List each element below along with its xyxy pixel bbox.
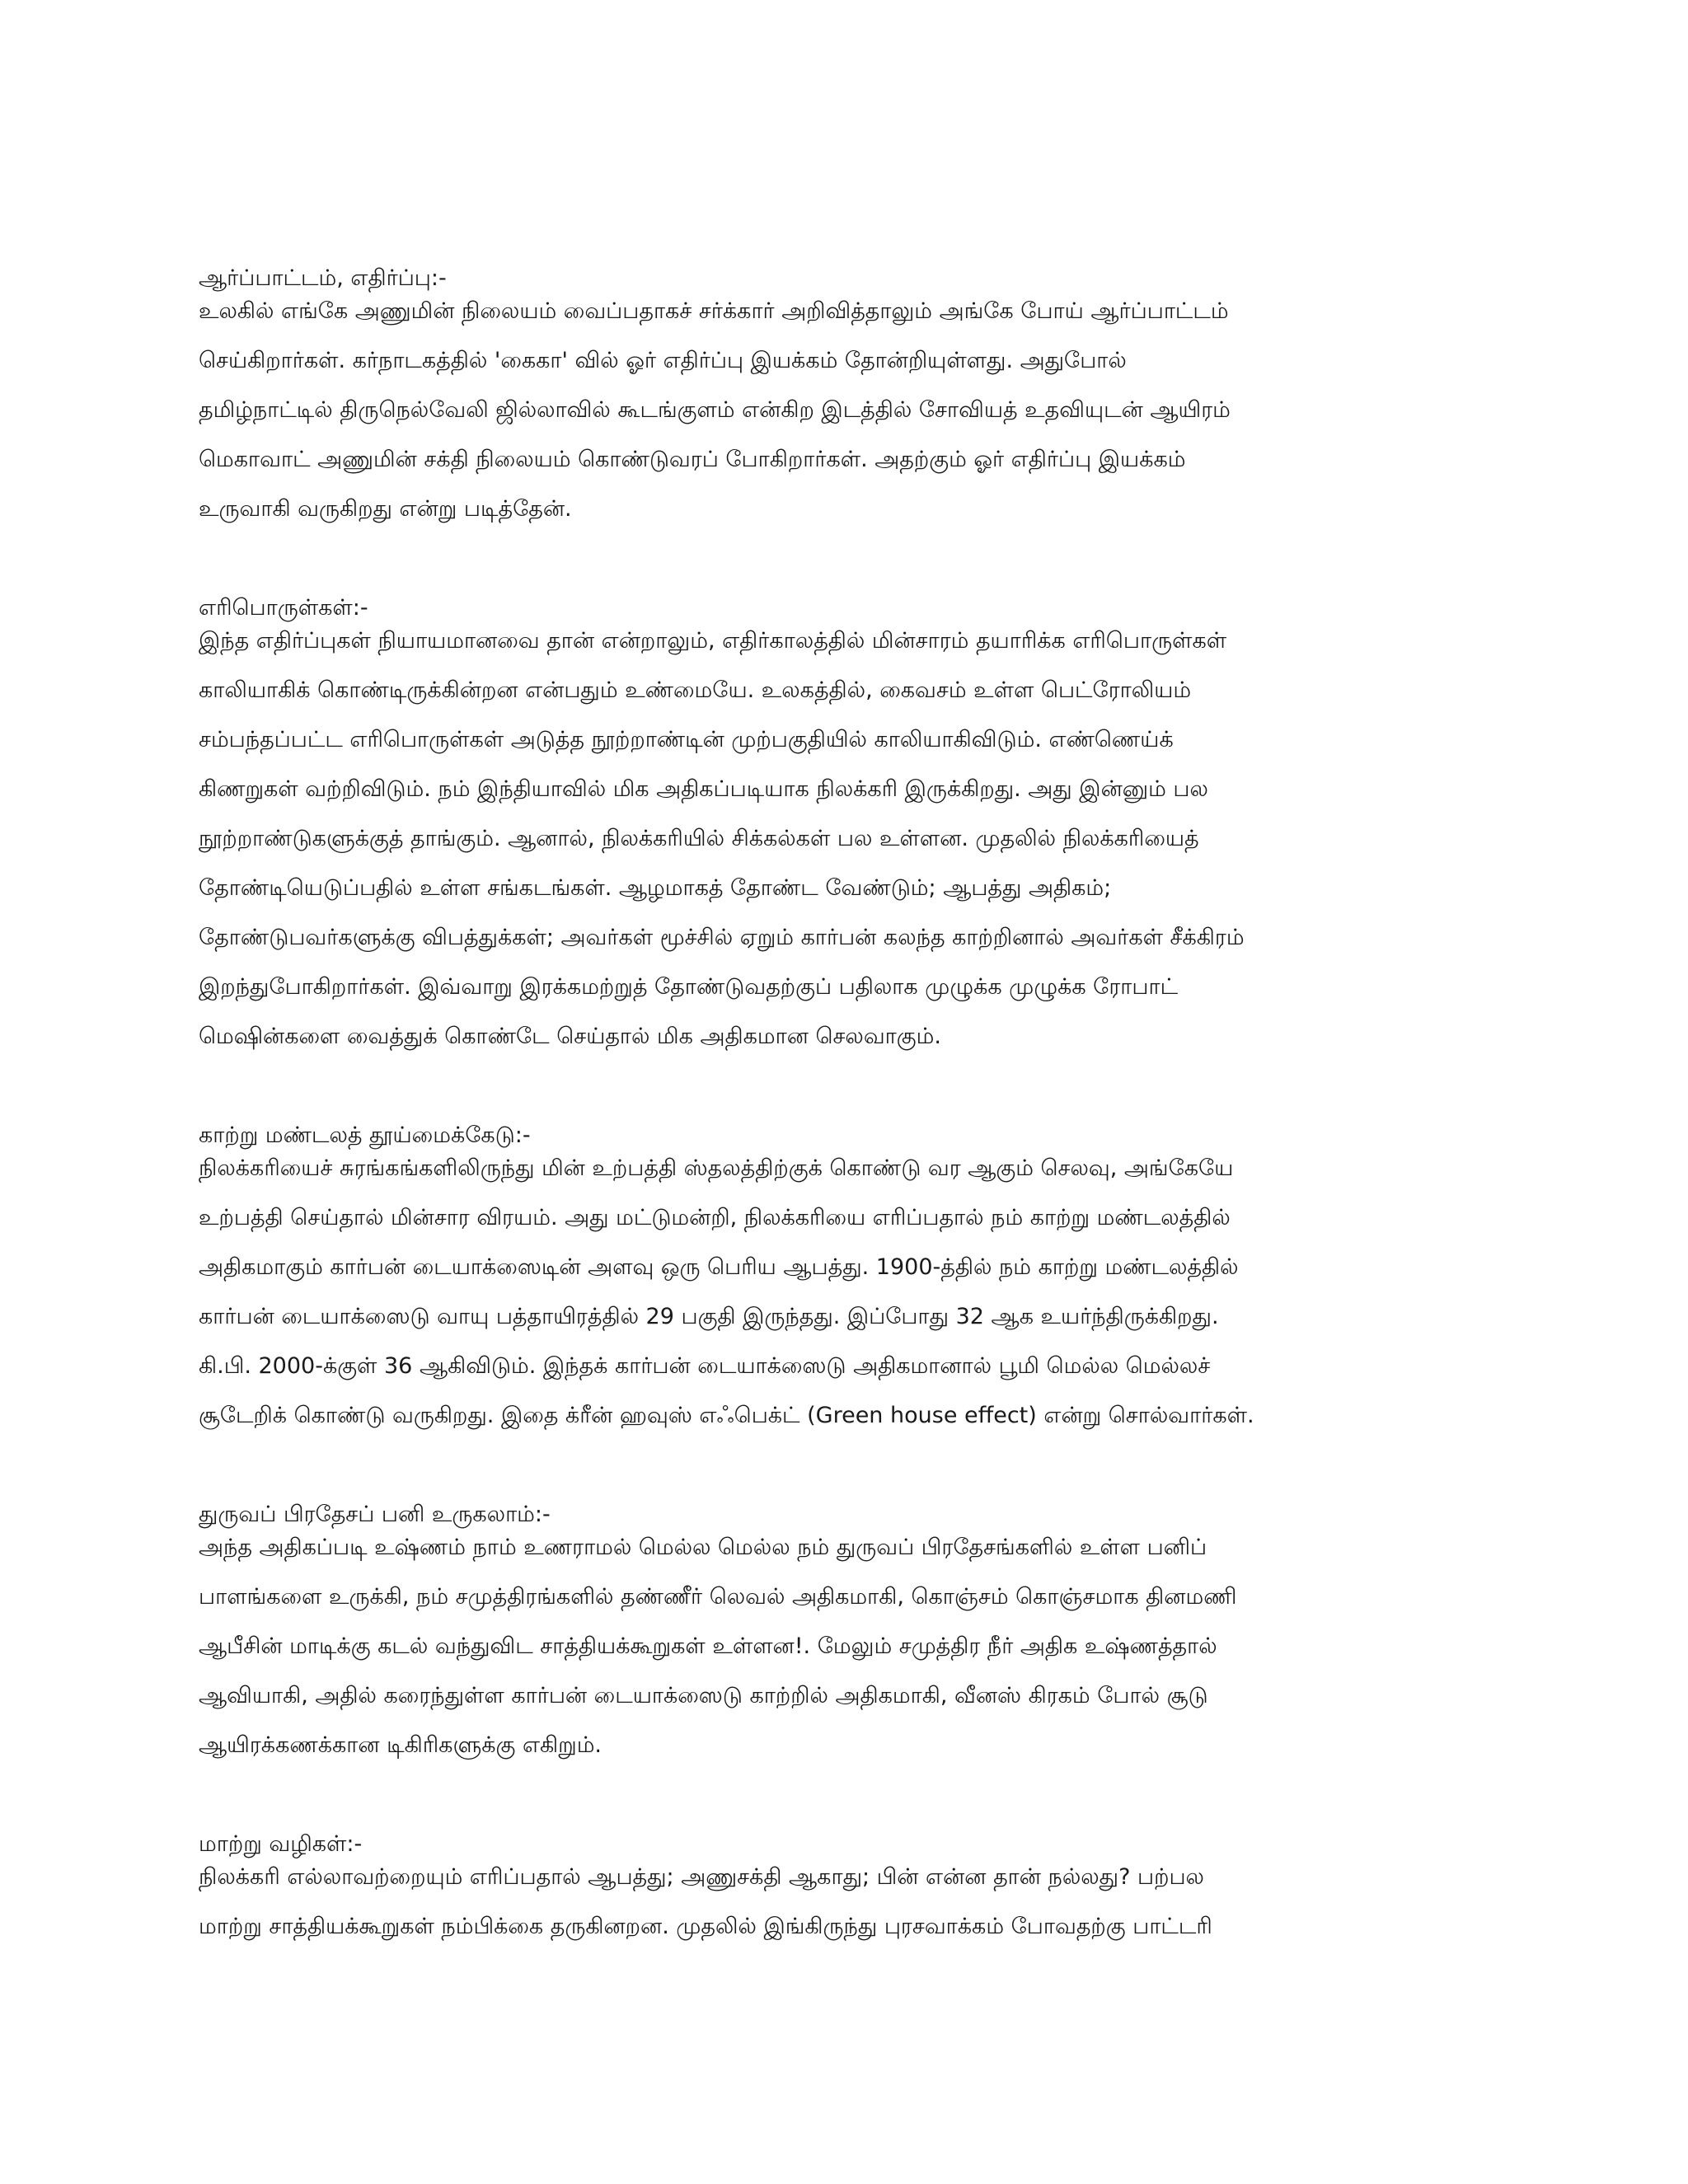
paragraph-line: கார்பன் டையாக்ஸைடு வாயு பத்தாயிரத்தில் 29 பகுதி இருந்தது. இப்போது 32 ஆக உயர்ந்திருக்கிறது. bbox=[199, 1304, 1219, 1329]
paragraph-line: தோண்டுபவர்களுக்கு விபத்துக்கள்; அவர்கள் மூச்சில் ஏறும் கார்பன் கலந்த காற்றினால் அவர்கள் சீக்கிரம் bbox=[199, 925, 1245, 950]
paragraph-line: சூடேறிக் கொண்டு வருகிறது. இதை க்ரீன் ஹவுஸ் எஃபெக்ட் (Green house effect) என்று சொல்வார்கள். bbox=[199, 1403, 1254, 1428]
paragraph-line: செய்கிறார்கள். கர்நாடகத்தில் 'கைகா' வில் ஓர் எதிர்ப்பு இயக்கம் தோன்றியுள்ளது. அதுபோல் bbox=[199, 348, 1127, 373]
paragraph-line: நிலக்கரியைச் சுரங்கங்களிலிருந்து மின் உற்பத்தி ஸ்தலத்திற்குக் கொண்டு வர ஆகும் செலவு, அங்கேயே bbox=[199, 1155, 1234, 1181]
paragraph-line: அந்த அதிகப்படி உஷ்ணம் நாம் உணராமல் மெல்ல மெல்ல நம் துருவப் பிரதேசங்களில் உள்ள பனிப் bbox=[199, 1535, 1207, 1560]
document-body bbox=[199, 254, 1501, 2001]
paragraph-line: உற்பத்தி செய்தால் மின்சார விரயம். அது மட்டுமன்றி, நிலக்கரியை எரிப்பதால் நம் காற்று மண்டலத்தில் bbox=[199, 1205, 1231, 1230]
paragraph-line: நூற்றாண்டுகளுக்குத் தாங்கும். ஆனால், நிலக்கரியில் சிக்கல்கள் பல உள்ளன. முதலில் நிலக்கரியைத் bbox=[199, 826, 1199, 851]
section-heading: எரிபொருள்கள்:- bbox=[199, 595, 368, 621]
paragraph-line: அதிகமாகும் கார்பன் டையாக்ஸைடின் அளவு ஒரு பெரிய ஆபத்து. 1900-த்தில் நம் காற்று மண்டலத்தில் bbox=[199, 1254, 1239, 1280]
paragraph-line: கி.பி. 2000-க்குள் 36 ஆகிவிடும். இந்தக் கார்பன் டையாக்ஸைடு அதிகமானால் பூமி மெல்ல மெல்லச் bbox=[199, 1353, 1211, 1379]
paragraph-line: உருவாகி வருகிறது என்று படித்தேன். bbox=[199, 496, 572, 522]
paragraph-line: காலியாகிக் கொண்டிருக்கின்றன என்பதும் உண்மையே. உலகத்தில், கைவசம் உள்ள பெட்ரோலியம் bbox=[199, 677, 1192, 703]
section-heading: மாற்று வழிகள்:- bbox=[199, 1831, 363, 1857]
paragraph-line: நிலக்கரி எல்லாவற்றையும் எரிப்பதால் ஆபத்து; அணுசக்தி ஆகாது; பின் என்ன தான் நல்லது? பற்பல bbox=[199, 1864, 1204, 1890]
paragraph-line: சம்பந்தப்பட்ட எரிபொருள்கள் அடுத்த நூற்றாண்டின் முற்பகுதியில் காலியாகிவிடும். எண்ணெய்க் bbox=[199, 727, 1174, 752]
paragraph-line: ஆயிரக்கணக்கான டிகிரிகளுக்கு எகிறும். bbox=[199, 1732, 603, 1758]
section-heading: காற்று மண்டலத் தூய்மைக்கேடு:- bbox=[199, 1122, 531, 1148]
section-heading: ஆர்ப்பாட்டம், எதிர்ப்பு:- bbox=[199, 265, 447, 291]
section-alternatives bbox=[199, 1820, 1501, 1952]
section-polar-ice bbox=[199, 1490, 1501, 1770]
paragraph-line: பாளங்களை உருக்கி, நம் சமுத்திரங்களில் தண்ணீர் லெவல் அதிகமாகி, கொஞ்சம் கொஞ்சமாக தினமணி bbox=[199, 1584, 1237, 1610]
section-heading: துருவப் பிரதேசப் பனி உருகலாம்:- bbox=[199, 1502, 551, 1527]
section-fuels bbox=[199, 583, 1501, 1062]
paragraph-line: ஆபீசின் மாடிக்கு கடல் வந்துவிட சாத்தியக்கூறுகள் உள்ளன!. மேலும் சமுத்திர நீர் அதிக உஷ்ணத்தால் bbox=[199, 1633, 1217, 1659]
section-air-pollution bbox=[199, 1111, 1501, 1441]
paragraph-line: ஆவியாகி, அதில் கரைந்துள்ள கார்பன் டையாக்ஸைடு காற்றில் அதிகமாகி, வீனஸ் கிரகம் போல் சூடு bbox=[199, 1683, 1208, 1708]
paragraph-line: இறந்துபோகிறார்கள். இவ்வாறு இரக்கமற்றுத் தோண்டுவதற்குப் பதிலாக முழுக்க முழுக்க ரோபாட் bbox=[199, 974, 1179, 1000]
section-protests bbox=[199, 254, 1501, 534]
paragraph-line: தோண்டியெடுப்பதில் உள்ள சங்கடங்கள். ஆழமாகத் தோண்ட வேண்டும்; ஆபத்து அதிகம்; bbox=[199, 875, 1112, 901]
paragraph-line: மெஷின்களை வைத்துக் கொண்டே செய்தால் மிக அதிகமான செலவாகும். bbox=[199, 1024, 941, 1049]
paragraph-line: மாற்று சாத்தியக்கூறுகள் நம்பிக்கை தருகினறன. முதலில் இங்கிருந்து புரசவாக்கம் போவதற்கு பாட்டரி bbox=[199, 1914, 1212, 1939]
paragraph-line: கிணறுகள் வற்றிவிடும். நம் இந்தியாவில் மிக அதிகப்படியாக நிலக்கரி இருக்கிறது. அது இன்னும் பல bbox=[199, 776, 1208, 802]
paragraph-line: மெகாவாட் அணுமின் சக்தி நிலையம் கொண்டுவரப் போகிறார்கள். அதற்கும் ஓர் எதிர்ப்பு இயக்கம் bbox=[199, 447, 1186, 472]
paragraph-line: தமிழ்நாட்டில் திருநெல்வேலி ஜில்லாவில் கூடங்குளம் என்கிற இடத்தில் சோவியத் உதவியுடன் ஆயிரம் bbox=[199, 397, 1231, 423]
paragraph-line: இந்த எதிர்ப்புகள் நியாயமானவை தான் என்றாலும், எதிர்காலத்தில் மின்சாரம் தயாரிக்க எரிபொருள்கள் bbox=[199, 628, 1227, 654]
paragraph-line: உலகில் எங்கே அணுமின் நிலையம் வைப்பதாகச் சர்க்கார் அறிவித்தாலும் அங்கே போய் ஆர்ப்பாட்டம் bbox=[199, 298, 1229, 324]
